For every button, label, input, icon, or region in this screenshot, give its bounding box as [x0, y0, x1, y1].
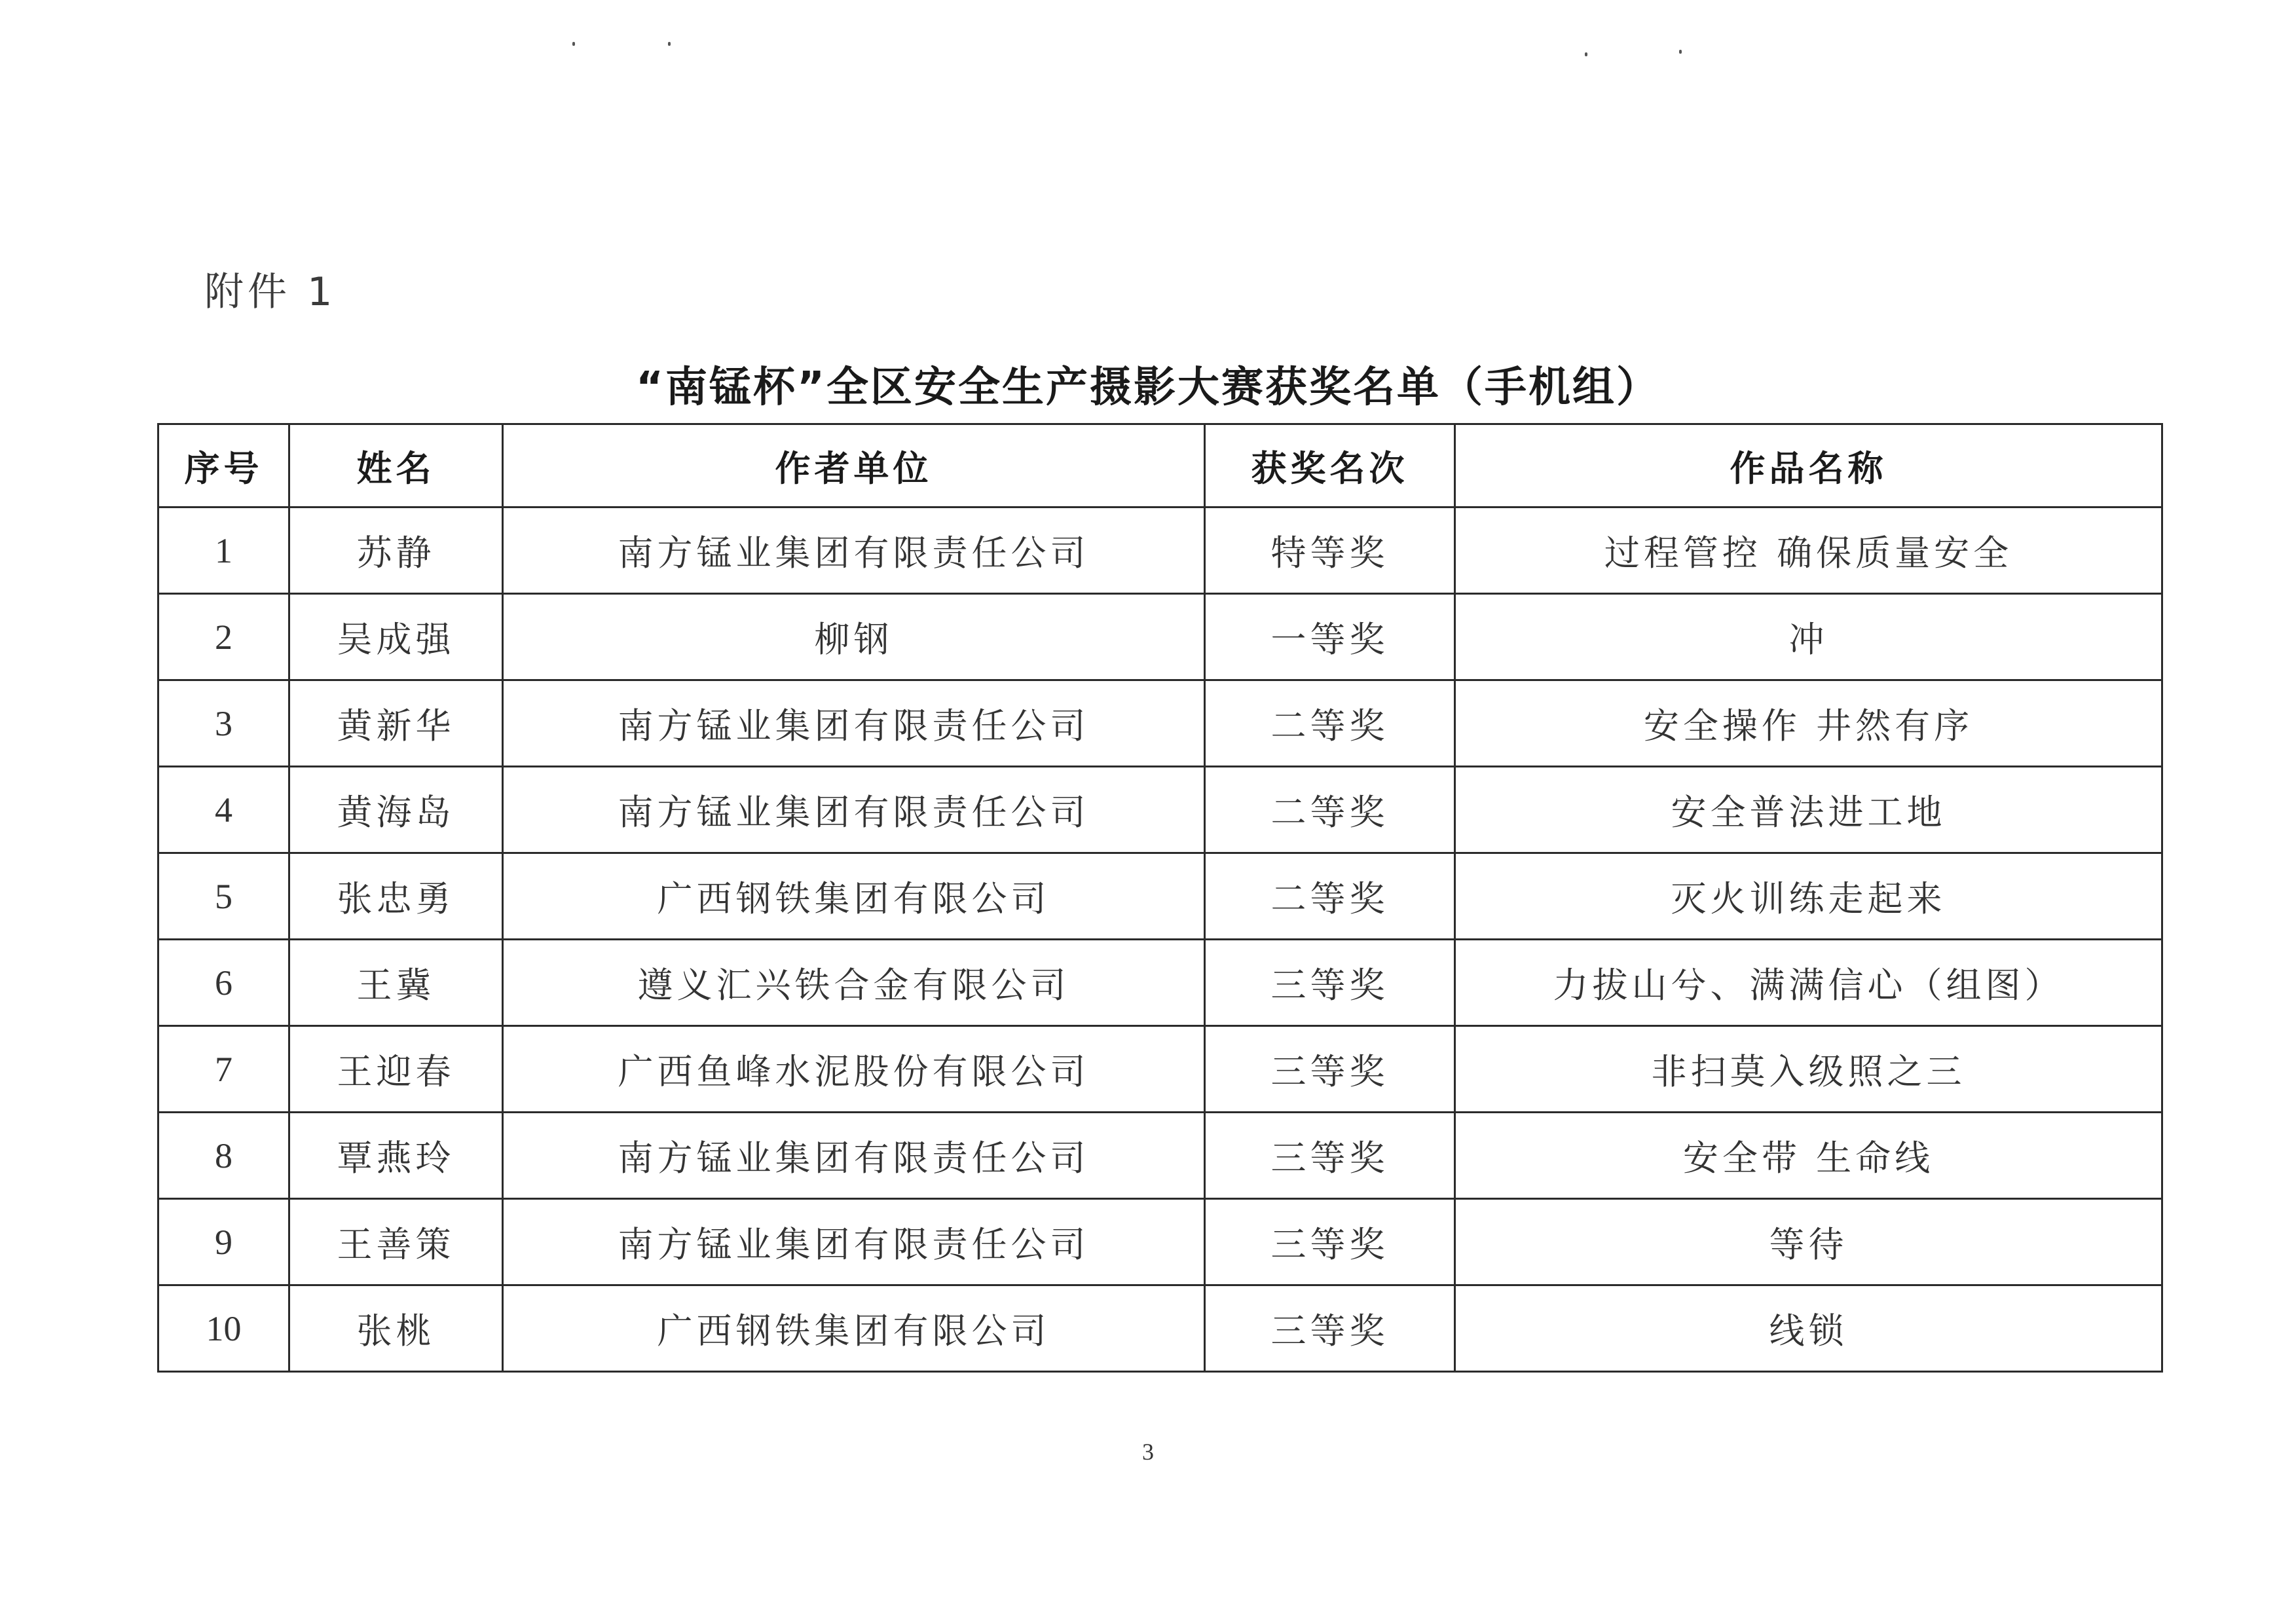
cell-organization: 广西钢铁集团有限公司 [503, 853, 1205, 940]
page-number: 3 [1142, 1439, 1154, 1465]
cell-index: 9 [158, 1199, 289, 1285]
cell-work-title: 安全操作 井然有序 [1455, 680, 2162, 767]
cell-index: 10 [158, 1285, 289, 1372]
table-row [158, 767, 2162, 853]
cell-award-rank: 特等奖 [1205, 507, 1455, 594]
cell-work-title: 非扫莫入级照之三 [1455, 1026, 2162, 1113]
cell-award-rank: 三等奖 [1205, 1199, 1455, 1285]
table-header-row [158, 424, 2162, 507]
table-row [158, 680, 2162, 767]
cell-name: 张桃 [289, 1285, 503, 1372]
table-row [158, 1026, 2162, 1113]
header-index: 序号 [158, 424, 289, 507]
scan-speck [1679, 50, 1682, 54]
cell-award-rank: 二等奖 [1205, 680, 1455, 767]
cell-work-title: 安全普法进工地 [1455, 767, 2162, 853]
cell-organization: 南方锰业集团有限责任公司 [503, 1113, 1205, 1199]
cell-index: 2 [158, 594, 289, 680]
cell-organization: 广西钢铁集团有限公司 [503, 1285, 1205, 1372]
cell-name: 黄海岛 [289, 767, 503, 853]
cell-work-title: 安全带 生命线 [1455, 1113, 2162, 1199]
awards-table [157, 423, 2163, 1373]
cell-work-title: 力拔山兮、满满信心（组图） [1455, 940, 2162, 1026]
header-award-rank: 获奖名次 [1205, 424, 1455, 507]
cell-award-rank: 二等奖 [1205, 767, 1455, 853]
cell-index: 7 [158, 1026, 289, 1113]
cell-name: 王迎春 [289, 1026, 503, 1113]
header-work-title: 作品名称 [1455, 424, 2162, 507]
cell-award-rank: 三等奖 [1205, 1285, 1455, 1372]
cell-name: 张忠勇 [289, 853, 503, 940]
cell-organization: 广西鱼峰水泥股份有限公司 [503, 1026, 1205, 1113]
cell-name: 覃燕玲 [289, 1113, 503, 1199]
cell-award-rank: 二等奖 [1205, 853, 1455, 940]
cell-name: 王冀 [289, 940, 503, 1026]
scan-speck [1585, 52, 1587, 56]
table-row [158, 1113, 2162, 1199]
cell-award-rank: 三等奖 [1205, 1113, 1455, 1199]
cell-organization: 南方锰业集团有限责任公司 [503, 1199, 1205, 1285]
cell-name: 吴成强 [289, 594, 503, 680]
cell-work-title: 灭火训练走起来 [1455, 853, 2162, 940]
cell-work-title: 等待 [1455, 1199, 2162, 1285]
table-row [158, 940, 2162, 1026]
cell-index: 1 [158, 507, 289, 594]
document-title: “南锰杯”全区安全生产摄影大赛获奖名单（手机组） [635, 363, 1661, 412]
cell-name: 王善策 [289, 1199, 503, 1285]
header-organization: 作者单位 [503, 424, 1205, 507]
cell-index: 3 [158, 680, 289, 767]
scan-speck [668, 42, 671, 46]
cell-work-title: 冲 [1455, 594, 2162, 680]
table-row [158, 1285, 2162, 1372]
cell-index: 8 [158, 1113, 289, 1199]
cell-name: 黄新华 [289, 680, 503, 767]
cell-award-rank: 三等奖 [1205, 940, 1455, 1026]
cell-award-rank: 三等奖 [1205, 1026, 1455, 1113]
header-name: 姓名 [289, 424, 503, 507]
cell-name: 苏静 [289, 507, 503, 594]
table-row [158, 853, 2162, 940]
cell-index: 6 [158, 940, 289, 1026]
cell-organization: 南方锰业集团有限责任公司 [503, 680, 1205, 767]
cell-work-title: 过程管控 确保质量安全 [1455, 507, 2162, 594]
cell-work-title: 线锁 [1455, 1285, 2162, 1372]
cell-organization: 南方锰业集团有限责任公司 [503, 507, 1205, 594]
table-row [158, 594, 2162, 680]
cell-organization: 柳钢 [503, 594, 1205, 680]
cell-index: 5 [158, 853, 289, 940]
cell-organization: 遵义汇兴铁合金有限公司 [503, 940, 1205, 1026]
cell-index: 4 [158, 767, 289, 853]
table-row [158, 1199, 2162, 1285]
cell-organization: 南方锰业集团有限责任公司 [503, 767, 1205, 853]
cell-award-rank: 一等奖 [1205, 594, 1455, 680]
table-row [158, 507, 2162, 594]
attachment-label: 附件 1 [204, 269, 337, 315]
scan-speck [572, 42, 575, 46]
